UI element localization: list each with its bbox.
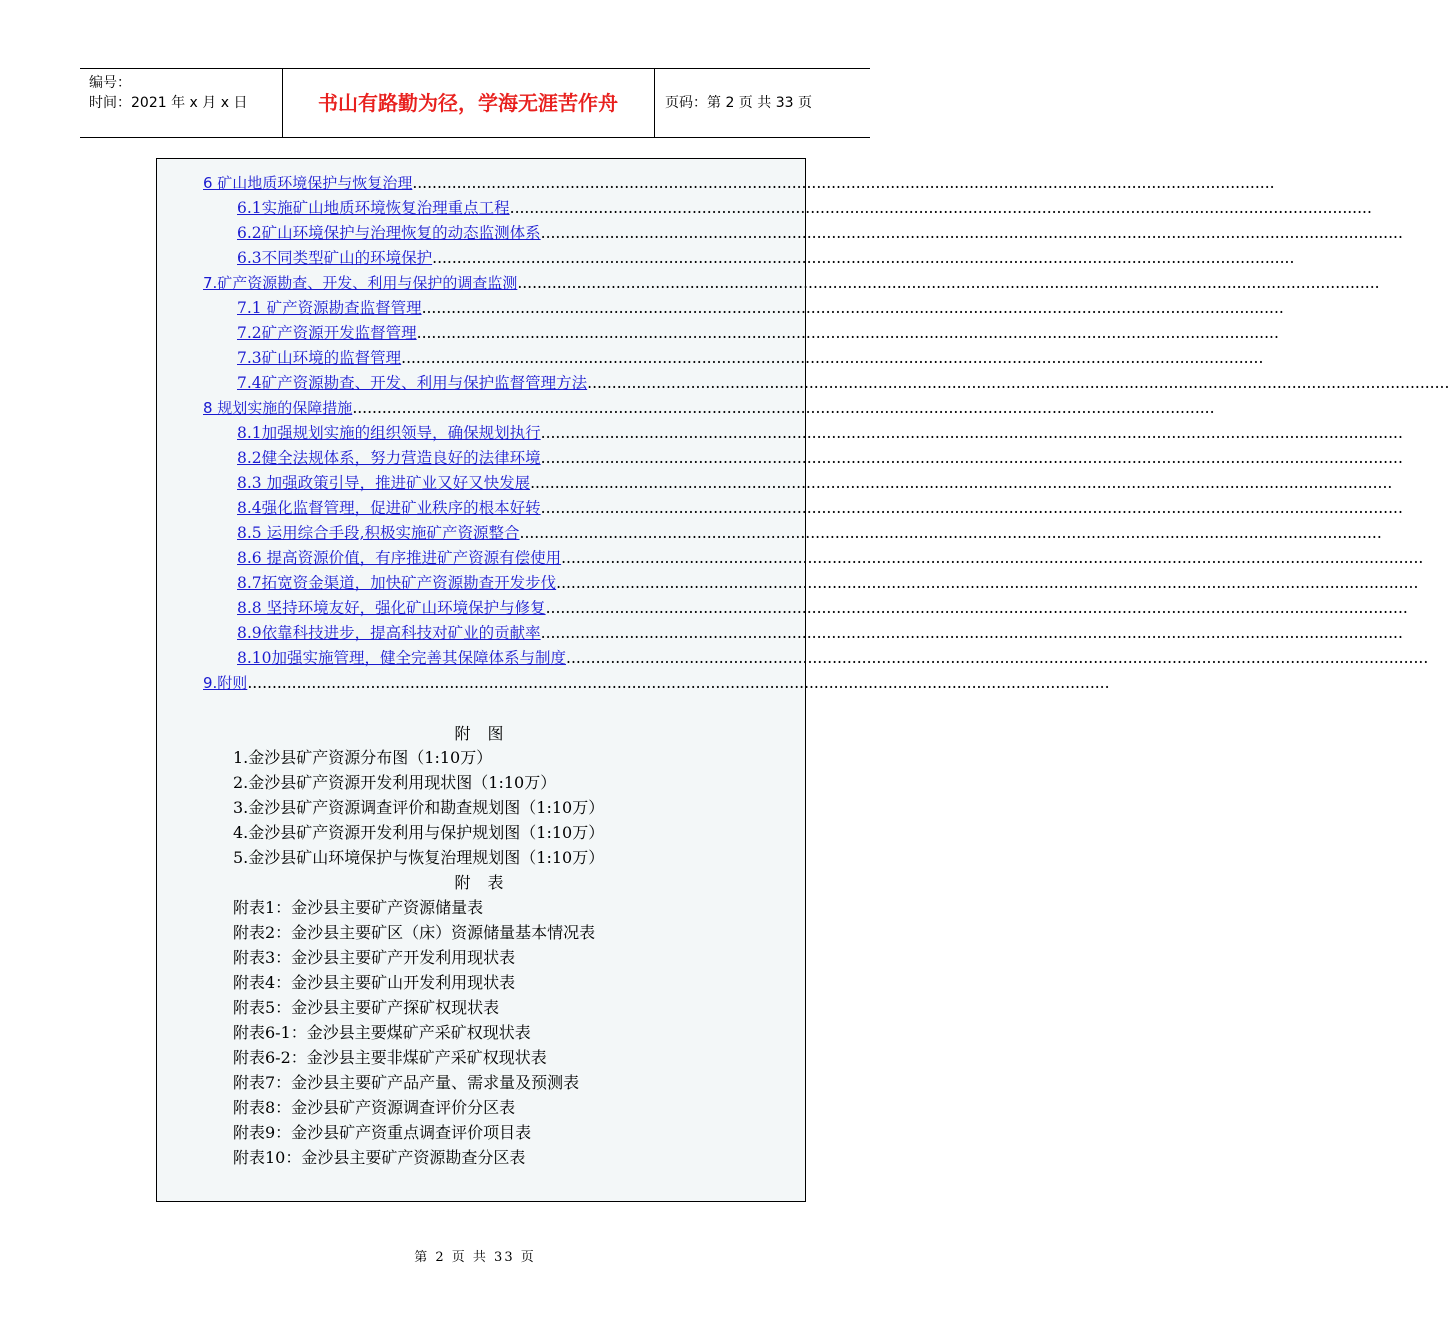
toc-link[interactable]: 9.附则: [203, 674, 248, 692]
table-item: 附表5：金沙县主要矿产探矿权现状表: [233, 998, 500, 1017]
table-item: 附表3：金沙县主要矿产开发利用现状表: [233, 948, 516, 967]
toc-leader-dots: ...............................................................................................................................................................................: [540, 424, 1403, 442]
toc-entry[interactable]: [203, 496, 1403, 521]
header-page-info: 页码：第 2 页 共 33 页: [665, 95, 812, 111]
table-item: 附表6-1：金沙县主要煤矿产采矿权现状表: [233, 1023, 531, 1042]
table-item: 附表9：金沙县矿产资重点调查评价项目表: [233, 1123, 532, 1142]
toc-entry[interactable]: [203, 246, 1295, 271]
toc-entry[interactable]: [203, 271, 1380, 296]
figure-item: 3.金沙县矿产资源调查评价和勘查规划图（1:10万）: [233, 798, 605, 817]
toc-entry[interactable]: [203, 371, 1449, 396]
toc-link[interactable]: 7.矿产资源勘查、开发、利用与保护的调查监测: [203, 274, 518, 292]
toc-entry[interactable]: [203, 446, 1403, 471]
header-motto: 书山有路勤为径，学海无涯苦作舟: [282, 69, 655, 137]
toc-leader-dots: ...............................................................................................................................................................................: [517, 274, 1380, 292]
toc-link[interactable]: 8.9依靠科技进步，提高科技对矿业的贡献率: [237, 624, 541, 642]
figure-item: 5.金沙县矿山环境保护与恢复治理规划图（1:10万）: [233, 848, 605, 867]
toc-link[interactable]: 8.6 提高资源价值，有序推进矿产资源有偿使用: [237, 549, 562, 567]
toc-entry[interactable]: [203, 421, 1403, 446]
toc-link[interactable]: 6 矿山地质环境保护与恢复治理: [203, 174, 413, 192]
toc-leader-dots: ...............................................................................................................................................................................: [401, 349, 1264, 367]
toc-leader-dots: ...............................................................................................................................................................................: [540, 624, 1403, 642]
toc-link[interactable]: 7.1 矿产资源勘查监督管理: [237, 299, 422, 317]
toc-entry[interactable]: [203, 196, 1372, 221]
toc-leader-dots: ...............................................................................................................................................................................: [556, 574, 1419, 592]
header-meta: [80, 69, 283, 137]
page-footer: 第 2 页 共 33 页: [414, 1250, 536, 1265]
toc-leader-dots: ...............................................................................................................................................................................: [587, 374, 1449, 392]
toc-entry[interactable]: [203, 346, 1264, 371]
toc-link[interactable]: 7.3矿山环境的监督管理: [237, 349, 402, 367]
toc-leader-dots: ...............................................................................................................................................................................: [432, 249, 1295, 267]
content-box: [156, 158, 1449, 1202]
table-item: 附表10：金沙县主要矿产资源勘查分区表: [233, 1148, 526, 1167]
toc-link[interactable]: 8.1加强规划实施的组织领导，确保规划执行: [237, 424, 541, 442]
toc-leader-dots: ...............................................................................................................................................................................: [530, 474, 1393, 492]
toc-leader-dots: ...............................................................................................................................................................................: [566, 649, 1429, 667]
figures-title: 附 图: [454, 724, 510, 743]
toc-entry[interactable]: [203, 321, 1279, 346]
toc-entry[interactable]: [203, 571, 1419, 596]
toc-entry[interactable]: [203, 521, 1382, 546]
toc-entry[interactable]: [203, 296, 1284, 321]
table-item: 附表4：金沙县主要矿山开发利用现状表: [233, 973, 516, 992]
page-header: [80, 68, 870, 138]
figure-item: 1.金沙县矿产资源分布图（1:10万）: [233, 748, 493, 767]
toc-leader-dots: ...............................................................................................................................................................................: [352, 399, 1215, 417]
table-item: 附表1：金沙县主要矿产资源储量表: [233, 898, 484, 917]
toc-entry[interactable]: [203, 171, 1275, 196]
toc-link[interactable]: 6.1实施矿山地质环境恢复治理重点工程: [237, 199, 510, 217]
figure-item: 4.金沙县矿产资源开发利用与保护规划图（1:10万）: [233, 823, 605, 842]
toc-entry[interactable]: [203, 646, 1429, 671]
toc-leader-dots: ...............................................................................................................................................................................: [421, 299, 1284, 317]
toc-link[interactable]: 6.3不同类型矿山的环境保护: [237, 249, 433, 267]
toc-leader-dots: ...............................................................................................................................................................................: [545, 599, 1408, 617]
toc-link[interactable]: 6.2矿山环境保护与治理恢复的动态监测体系: [237, 224, 541, 242]
toc-entry[interactable]: [203, 546, 1424, 571]
toc-entry[interactable]: [203, 596, 1408, 621]
toc-link[interactable]: 8.4强化监督管理，促进矿业秩序的根本好转: [237, 499, 541, 517]
toc-entry[interactable]: [203, 471, 1393, 496]
toc-leader-dots: ...............................................................................................................................................................................: [540, 499, 1403, 517]
toc-link[interactable]: 7.4矿产资源勘查、开发、利用与保护监督管理方法: [237, 374, 588, 392]
table-item: 附表6-2：金沙县主要非煤矿产采矿权现状表: [233, 1048, 547, 1067]
toc-leader-dots: ...............................................................................................................................................................................: [247, 674, 1110, 692]
toc-link[interactable]: 8.2健全法规体系，努力营造良好的法律环境: [237, 449, 541, 467]
toc-entry[interactable]: [203, 621, 1403, 646]
toc-link[interactable]: 8.8 坚持环境友好，强化矿山环境保护与修复: [237, 599, 546, 617]
toc-entry[interactable]: [203, 221, 1403, 246]
code-label: 编号：: [89, 75, 131, 91]
toc-leader-dots: ...............................................................................................................................................................................: [561, 549, 1424, 567]
toc-link[interactable]: 8.5 运用综合手段,积极实施矿产资源整合: [237, 524, 520, 542]
table-item: 附表7：金沙县主要矿产品产量、需求量及预测表: [233, 1073, 580, 1092]
toc-link[interactable]: 8.10加强实施管理，健全完善其保障体系与制度: [237, 649, 567, 667]
toc-leader-dots: ...............................................................................................................................................................................: [412, 174, 1275, 192]
toc-leader-dots: ...............................................................................................................................................................................: [509, 199, 1372, 217]
toc-entry[interactable]: [203, 671, 1110, 696]
toc-entry[interactable]: [203, 396, 1215, 421]
table-of-contents: [203, 171, 1449, 696]
toc-leader-dots: ...............................................................................................................................................................................: [416, 324, 1279, 342]
table-item: 附表2：金沙县主要矿区（床）资源储量基本情况表: [233, 923, 596, 942]
toc-leader-dots: ...............................................................................................................................................................................: [540, 224, 1403, 242]
toc-leader-dots: ...............................................................................................................................................................................: [540, 449, 1403, 467]
toc-link[interactable]: 7.2矿产资源开发监督管理: [237, 324, 417, 342]
toc-link[interactable]: 8.3 加强政策引导，推进矿业又好又快发展: [237, 474, 531, 492]
toc-leader-dots: ...............................................................................................................................................................................: [519, 524, 1382, 542]
tables-title: 附 表: [454, 873, 510, 892]
toc-link[interactable]: 8 规划实施的保障措施: [203, 399, 353, 417]
table-item: 附表8：金沙县矿产资源调查评价分区表: [233, 1098, 516, 1117]
time-label: 时间：2021 年 x 月 x 日: [89, 95, 248, 111]
figure-item: 2.金沙县矿产资源开发利用现状图（1:10万）: [233, 773, 557, 792]
toc-link[interactable]: 8.7拓宽资金渠道，加快矿产资源勘查开发步伐: [237, 574, 557, 592]
